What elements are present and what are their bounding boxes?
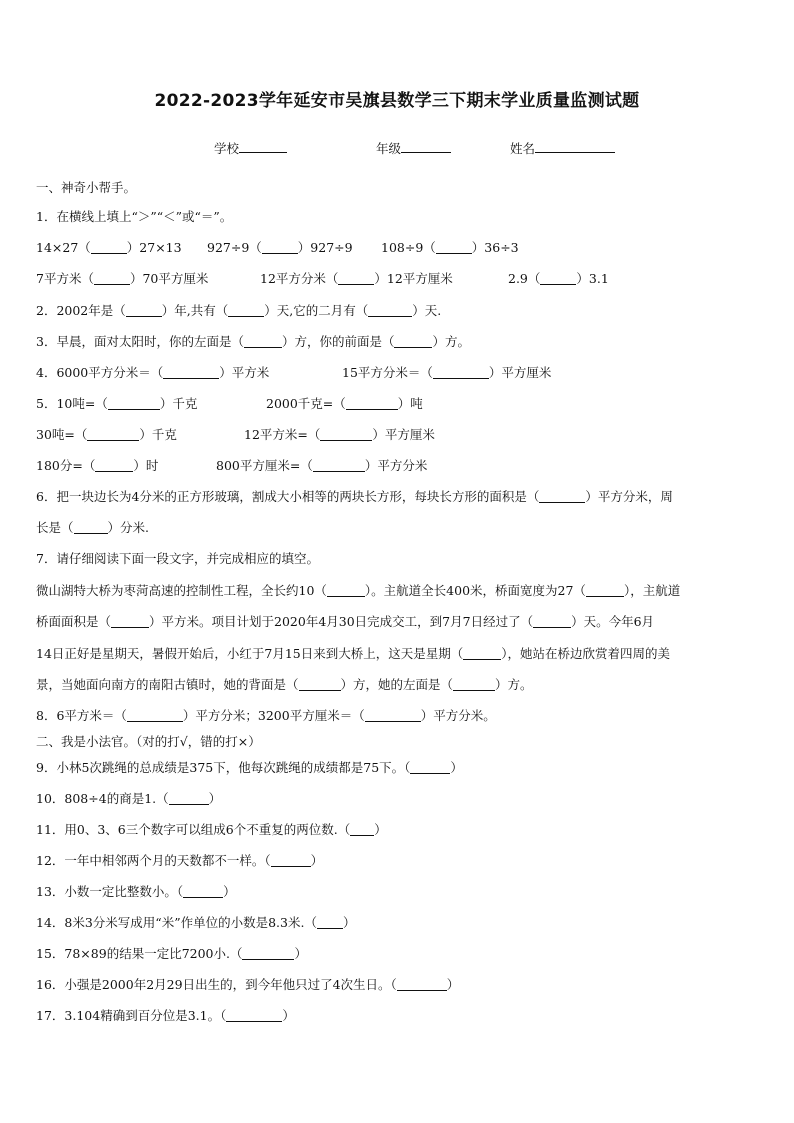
question-8: [36, 708, 496, 724]
section-1-heading: 一、神奇小帮手。: [36, 180, 137, 195]
q5-r1-d: ）吨: [397, 396, 423, 411]
q6-l2-b: ）分米.: [107, 520, 149, 535]
q15-text: 15．78×89的结果一定比7200小.（: [36, 946, 243, 961]
q6-l1-b: ）平方分米，周: [585, 489, 673, 504]
answer-blank[interactable]: [262, 241, 298, 254]
q5-r3-b: ）时: [133, 458, 159, 473]
answer-blank[interactable]: [126, 304, 162, 317]
answer-blank[interactable]: [433, 366, 489, 379]
school-blank[interactable]: [239, 139, 287, 153]
q16-text: 16．小强是2000年2月29日出生的，到今年他只过了4次生日。（: [36, 977, 397, 992]
q3-part-c: ）方。: [432, 334, 470, 349]
answer-blank[interactable]: [271, 854, 311, 867]
q14-text: 14．8米3分米写成用“米”作单位的小数是8.3米.（: [36, 915, 317, 930]
answer-blank[interactable]: [586, 584, 624, 597]
q7-l1-a: 微山湖特大桥为枣菏高速的控制性工程，全长约10（: [36, 583, 327, 598]
answer-blank[interactable]: [539, 490, 585, 503]
q17-end: ）: [282, 1008, 295, 1023]
answer-blank[interactable]: [91, 241, 127, 254]
grade-field: [376, 139, 451, 157]
question-6-line-2: [36, 520, 149, 536]
q15-end: ）: [294, 946, 307, 961]
answer-blank[interactable]: [327, 584, 365, 597]
q6-l1-a: 6．把一块边长为4分米的正方形玻璃，割成大小相等的两块长方形，每块长方形的面积是（: [36, 489, 540, 504]
question-1: 1．在横线上填上“＞”“＜”或“＝”。: [36, 209, 233, 224]
answer-blank[interactable]: [226, 1009, 282, 1022]
answer-blank[interactable]: [313, 459, 365, 472]
grade-blank[interactable]: [401, 139, 451, 153]
question-11: [36, 822, 387, 838]
q1-r2-d: ）12平方厘米: [374, 271, 453, 286]
q11-text: 11．用0、3、6三个数字可以组成6个不重复的两位数.（: [36, 822, 351, 837]
q7-l4-a: 景，当她面向南方的南阳古镇时，她的背面是（: [36, 677, 299, 692]
answer-blank[interactable]: [299, 678, 341, 691]
name-label: 姓名: [510, 141, 536, 156]
question-7-line-4: [36, 677, 533, 693]
q17-text: 17．3.104精确到百分位是3.1。（: [36, 1008, 227, 1023]
question-12: [36, 853, 323, 869]
q5-r3-a: 180分=（: [36, 458, 96, 473]
q7-l1-c: ），主航道: [623, 583, 681, 598]
answer-blank[interactable]: [410, 761, 450, 774]
answer-blank[interactable]: [94, 272, 130, 285]
school-label: 学校: [214, 141, 240, 156]
answer-blank[interactable]: [244, 335, 282, 348]
answer-blank[interactable]: [228, 304, 264, 317]
answer-blank[interactable]: [242, 947, 294, 960]
q9-end: ）: [450, 760, 463, 775]
name-blank[interactable]: [535, 139, 615, 153]
answer-blank[interactable]: [436, 241, 472, 254]
question-15: [36, 946, 307, 962]
q9-text: 9．小林5次跳绳的总成绩是375下，他每次跳绳的成绩都是75下。（: [36, 760, 411, 775]
answer-blank[interactable]: [463, 647, 501, 660]
answer-blank[interactable]: [368, 304, 412, 317]
answer-blank[interactable]: [346, 397, 398, 410]
q2-part-a: 2．2002年是（: [36, 303, 126, 318]
question-13: [36, 884, 236, 900]
answer-blank[interactable]: [540, 272, 576, 285]
q5-r1-c: 2000千克=（: [266, 396, 346, 411]
q1-r2-f: ）3.1: [576, 271, 609, 286]
section-2-heading: 二、我是小法官。（对的打√，错的打×）: [36, 734, 261, 749]
grade-label: 年级: [376, 141, 402, 156]
q14-end: ）: [342, 915, 356, 930]
answer-blank[interactable]: [338, 272, 374, 285]
q10-end: ）: [208, 791, 222, 806]
q4-part-c: 15平方分米＝（: [342, 365, 433, 380]
question-6-line-1: [36, 489, 673, 505]
answer-blank[interactable]: [183, 885, 223, 898]
q1-r1-e: 108÷9（: [381, 240, 436, 255]
question-7-line-2: [36, 614, 654, 630]
q1-r1-d: ）927÷9: [297, 240, 353, 255]
q13-text: 13．小数一定比整数小。（: [36, 884, 184, 899]
q7-l3-b: ），她站在桥边欣赏着四周的美: [501, 646, 671, 661]
q8-part-b: ）平方分米；3200平方厘米＝（: [182, 708, 365, 723]
answer-blank[interactable]: [163, 366, 219, 379]
q5-r1-b: ）千克: [159, 396, 198, 411]
q8-part-c: ）平方分米。: [420, 708, 496, 723]
answer-blank[interactable]: [533, 615, 571, 628]
q4-part-a: 4．6000平方分米＝（: [36, 365, 164, 380]
answer-blank[interactable]: [127, 709, 183, 722]
q7-l1-b: ）。主航道全长400米，桥面宽度为27（: [364, 583, 586, 598]
answer-blank[interactable]: [394, 335, 432, 348]
answer-blank[interactable]: [95, 459, 133, 472]
answer-blank[interactable]: [317, 916, 343, 929]
question-10: [36, 791, 221, 807]
name-field: [510, 139, 615, 157]
answer-blank[interactable]: [111, 615, 149, 628]
q7-l2-a: 桥面面积是（: [36, 614, 112, 629]
q1-r1-c: 927÷9（: [207, 240, 262, 255]
q6-l2-a: 长是（: [36, 520, 74, 535]
answer-blank[interactable]: [74, 521, 108, 534]
question-14: [36, 915, 355, 931]
q1-r2-e: 2.9（: [508, 271, 541, 286]
q7-l2-c: ）天。今年6月: [571, 614, 655, 629]
q4-part-d: ）平方厘米: [488, 365, 552, 380]
q1-r2-c: 12平方分米（: [260, 271, 339, 286]
question-9: [36, 760, 463, 776]
q7-l4-b: ）方，她的左面是（: [340, 677, 454, 692]
question-7-line-3: [36, 646, 670, 662]
q12-text: 12．一年中相邻两个月的天数都不一样。（: [36, 853, 271, 868]
question-7: 7．请仔细阅读下面一段文字，并完成相应的填空。: [36, 551, 319, 566]
q2-part-b: ）年,共有（: [161, 303, 229, 318]
q5-r2-d: ）平方厘米: [372, 427, 435, 442]
q16-end: ）: [446, 977, 460, 992]
answer-blank[interactable]: [320, 428, 372, 441]
q1-r1-a: 14×27（: [36, 240, 91, 255]
q10-text: 10．808÷4的商是1.（: [36, 791, 169, 806]
question-3: [36, 334, 470, 350]
q4-part-b: ）平方米: [219, 365, 270, 380]
q5-r1-a: 5．10吨=（: [36, 396, 108, 411]
q2-part-c: ）天,它的二月有（: [264, 303, 369, 318]
answer-blank[interactable]: [350, 823, 374, 836]
page-title: 2022-2023学年延安市吴旗县数学三下期末学业质量监测试题: [154, 91, 640, 111]
q8-part-a: 8．6平方米＝（: [36, 708, 127, 723]
answer-blank[interactable]: [108, 397, 160, 410]
q5-r2-b: ）千克: [139, 427, 177, 442]
q1-r1-b: ）27×13: [126, 240, 182, 255]
question-16: [36, 977, 459, 993]
q1-r1-f: ）36÷3: [471, 240, 519, 255]
q13-end: ）: [223, 884, 236, 899]
q5-r2-c: 12平方米=（: [244, 427, 321, 442]
q1-r2-a: 7平方米（: [36, 271, 94, 286]
q2-part-d: ）天.: [412, 303, 442, 318]
answer-blank[interactable]: [87, 428, 139, 441]
q7-l4-c: ）方。: [495, 677, 533, 692]
q11-end: ）: [374, 822, 387, 837]
q3-part-b: ）方，你的前面是（: [281, 334, 395, 349]
q5-r3-d: ）平方分米: [364, 458, 428, 473]
q1-r2-b: ）70平方厘米: [129, 271, 209, 286]
q5-r3-c: 800平方厘米=（: [216, 458, 313, 473]
q5-r2-a: 30吨=（: [36, 427, 88, 442]
q7-l2-b: ）平方米。项目计划于2020年4月30日完成交工，到7月7日经过了（: [149, 614, 534, 629]
answer-blank[interactable]: [397, 978, 447, 991]
q7-l3-a: 14日正好是星期天，暑假开始后，小红于7月15日来到大桥上，这天是星期（: [36, 646, 464, 661]
school-field: [214, 139, 287, 157]
answer-blank[interactable]: [365, 709, 421, 722]
answer-blank[interactable]: [169, 792, 209, 805]
question-2: [36, 303, 441, 319]
q12-end: ）: [310, 853, 324, 868]
q3-part-a: 3．早晨，面对太阳时，你的左面是（: [36, 334, 244, 349]
answer-blank[interactable]: [453, 678, 495, 691]
question-7-line-1: [36, 583, 680, 599]
question-17: [36, 1008, 295, 1024]
